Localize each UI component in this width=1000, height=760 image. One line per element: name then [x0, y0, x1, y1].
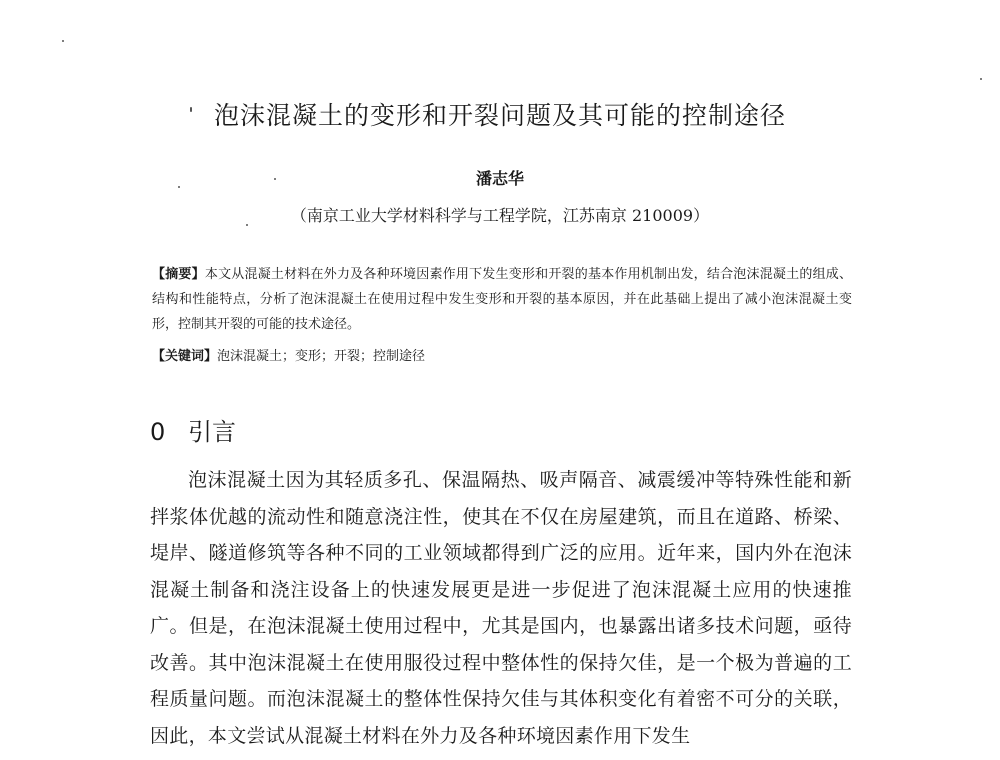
abstract	[152, 262, 852, 337]
keywords-text: 泡沫混凝土；变形；开裂；控制途径	[217, 349, 426, 364]
abstract-text: 本文从混凝土材料在外力及各种环境因素作用下发生变形和开裂的基本作用机制出发，结合泡沫混凝土的组成、结构和性能特点，分析了泡沫混凝土在使用过程中发生变形和开裂的基本原因，并在此基础上提出了减小泡沫混凝土变形，控制其开裂的可能的技术途径。	[152, 267, 852, 332]
abstract-label: 【摘要】	[152, 267, 205, 282]
scan-speck	[62, 40, 64, 42]
section-title: 引言	[188, 418, 236, 446]
section-heading	[150, 412, 236, 447]
section-number: 0	[150, 418, 166, 446]
author-affiliation: （南京工业大学材料科学与工程学院，江苏南京 210009）	[290, 206, 710, 225]
author-name: 潘志华	[475, 169, 524, 188]
body-paragraph: 泡沫混凝土因为其轻质多孔、保温隔热、吸声隔音、减震缓冲等特殊性能和新拌浆体优越的流动性和随意浇注性，使其在不仅在房屋建筑，而且在道路、桥梁、堤岸、隧道修筑等各种不同的工业领域都得到广泛的应用。近年来，国内外在泡沫混凝土制备和浇注设备上的快速发展更是进一步促进了泡沫混凝土应用的快速推广。但是，在泡沫混凝土使用过程中，尤其是国内，也暴露出诸多技术问题，亟待改善。其中泡沫混凝土在使用服役过程中整体性的保持欠佳，是一个极为普遍的工程质量问题。而泡沫混凝土的整体性保持欠佳与其体积变化有着密不可分的关联，因此，本文尝试从混凝土材料在外力及各种环境因素作用下发生	[150, 469, 852, 747]
keywords	[152, 344, 852, 369]
paper-title: 泡沫混凝土的变形和开裂问题及其可能的控制途径	[213, 101, 786, 130]
scan-speck	[980, 78, 982, 80]
keywords-label: 【关键词】	[152, 349, 218, 364]
